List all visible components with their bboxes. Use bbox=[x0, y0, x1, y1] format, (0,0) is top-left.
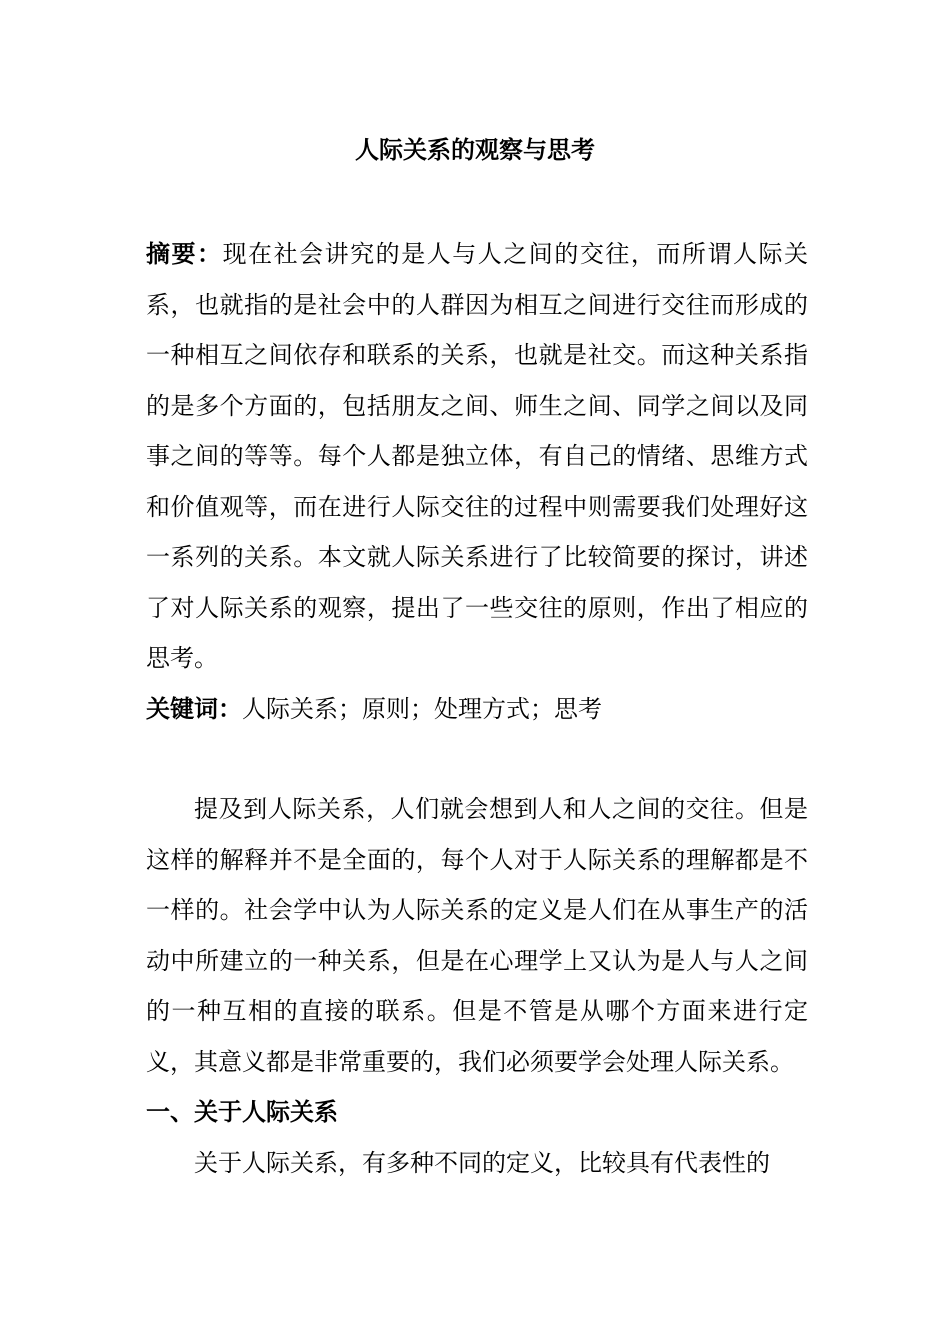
section-heading: 一、关于人际关系 bbox=[146, 1098, 338, 1126]
keywords-line bbox=[146, 684, 808, 735]
document-body bbox=[146, 229, 808, 1188]
main-text bbox=[146, 784, 808, 1188]
keywords-label: 关键词： bbox=[146, 694, 242, 723]
intro-paragraph: 提及到人际关系，人们就会想到人和人之间的交往。但是这样的解释并不是全面的，每个人对于人际关系的理解都是不一样的。社会学中认为人际关系的定义是人们在从事生产的活动中所建立的一种关系，但是在心理学上又认为是人与人之间的一种互相的直接的联系。但是不管是从哪个方面来进行定义，其意义都是非常重要的，我们必须要学会处理人际关系。 bbox=[146, 795, 808, 1076]
keywords-text: 人际关系；原则；处理方式；思考 bbox=[242, 694, 602, 723]
abstract-label: 摘要： bbox=[146, 240, 223, 268]
abstract-paragraph bbox=[146, 229, 808, 684]
document-title: 人际关系的观察与思考 bbox=[355, 136, 595, 164]
abstract-text: 现在社会讲究的是人与人之间的交往，而所谓人际关系，也就指的是社会中的人群因为相互之间进行交往而形成的一种相互之间依存和联系的关系，也就是社交。而这种关系指的是多个方面的，包括朋友之间、师生之间、同学之间以及同事之间的等等。每个人都是独立体，有自己的情绪、思维方式和价值观等，而在进行人际交往的过程中则需要我们处理好这一系列的关系。本文就人际关系进行了比较简要的探讨，讲述了对人际关系的观察，提出了一些交往的原则，作出了相应的思考。 bbox=[146, 240, 809, 672]
section-paragraph: 关于人际关系，有多种不同的定义，比较具有代表性的 bbox=[194, 1148, 770, 1177]
